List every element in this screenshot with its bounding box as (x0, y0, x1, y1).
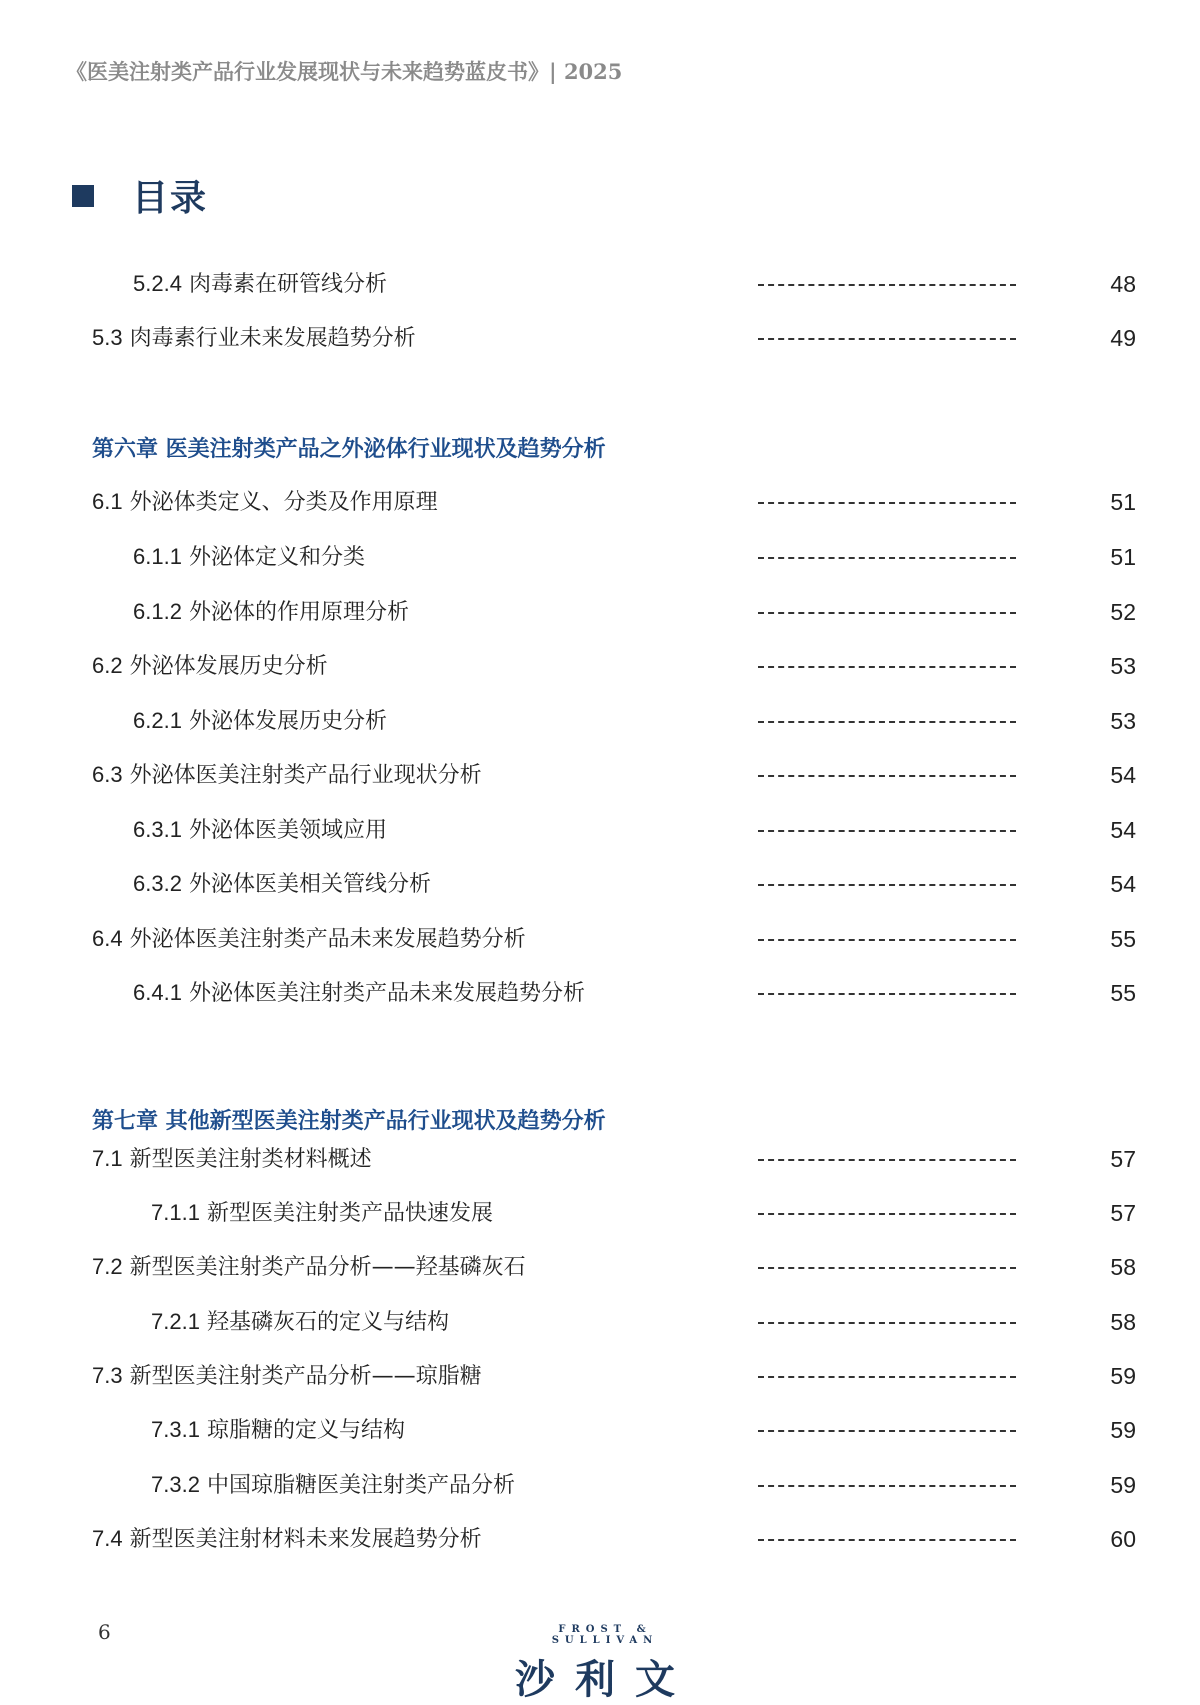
toc-entry-label: 6.1 外泌体类定义、分类及作用原理 (92, 489, 438, 515)
toc-entry[interactable] (0, 701, 1200, 741)
toc-entry-label: 5.2.4 肉毒素在研管线分析 (133, 271, 387, 297)
toc-leader-dots (758, 830, 1016, 832)
toc-page-number: 58 (1110, 1254, 1136, 1280)
toc-entry[interactable] (0, 646, 1200, 686)
toc-leader-dots (758, 775, 1016, 777)
toc-entry[interactable] (0, 1302, 1200, 1342)
toc-entry-label: 6.2 外泌体发展历史分析 (92, 653, 328, 679)
toc-page-number: 48 (1110, 271, 1136, 297)
heading-square-icon (72, 185, 94, 207)
toc-page-number: 51 (1110, 489, 1136, 515)
toc-entry-label: 7.3 新型医美注射类产品分析——琼脂糖 (92, 1363, 482, 1389)
toc-entry[interactable] (0, 1519, 1200, 1559)
toc-entry-label: 6.1.1 外泌体定义和分类 (133, 544, 365, 570)
document-header: 《医美注射类产品行业发展现状与未来趋势蓝皮书》| 2025 (66, 59, 623, 84)
toc-page-number: 54 (1110, 871, 1136, 897)
toc-leader-dots (758, 284, 1016, 286)
toc-leader-dots (758, 884, 1016, 886)
toc-entry[interactable] (0, 318, 1200, 358)
toc-page-number: 53 (1110, 708, 1136, 734)
toc-entry[interactable] (0, 810, 1200, 850)
frost-sullivan-logo (505, 1624, 705, 1705)
page-number: 6 (98, 1620, 111, 1644)
toc-page-number: 54 (1110, 817, 1136, 843)
toc-heading (72, 170, 208, 221)
logo-chinese-text: 沙利文 (515, 1657, 695, 1703)
toc-entry-label: 5.3 肉毒素行业未来发展趋势分析 (92, 325, 416, 351)
toc-leader-dots (758, 666, 1016, 668)
toc-entry[interactable] (0, 919, 1200, 959)
toc-entry[interactable] (0, 482, 1200, 522)
toc-entry-label: 6.3.2 外泌体医美相关管线分析 (133, 871, 431, 897)
toc-leader-dots (758, 1322, 1016, 1324)
toc-leader-dots (758, 1267, 1016, 1269)
toc-entry[interactable] (0, 1356, 1200, 1396)
toc-leader-dots (758, 1485, 1016, 1487)
toc-leader-dots (758, 1430, 1016, 1432)
logo-english-text: FROST & SULLIVAN (551, 1624, 659, 1646)
toc-entry-label: 6.3.1 外泌体医美领域应用 (133, 817, 387, 843)
toc-entry[interactable] (0, 1465, 1200, 1505)
toc-entry[interactable] (0, 264, 1200, 304)
toc-page-number: 49 (1110, 325, 1136, 351)
toc-entry-label: 7.1.1 新型医美注射类产品快速发展 (151, 1200, 493, 1226)
toc-leader-dots (758, 993, 1016, 995)
toc-leader-dots (758, 1213, 1016, 1215)
toc-entry[interactable] (0, 592, 1200, 632)
chapter-heading[interactable]: 第七章 其他新型医美注射类产品行业现状及趋势分析 (92, 1108, 606, 1134)
toc-entry[interactable] (0, 537, 1200, 577)
toc-entry[interactable] (0, 1410, 1200, 1450)
toc-leader-dots (758, 338, 1016, 340)
chapter-heading[interactable]: 第六章 医美注射类产品之外泌体行业现状及趋势分析 (92, 436, 606, 462)
toc-entry-label: 7.2.1 羟基磷灰石的定义与结构 (151, 1309, 449, 1335)
toc-entry[interactable] (0, 864, 1200, 904)
toc-leader-dots (758, 1376, 1016, 1378)
toc-entry[interactable] (0, 973, 1200, 1013)
toc-leader-dots (758, 721, 1016, 723)
toc-leader-dots (758, 502, 1016, 504)
toc-page-number: 59 (1110, 1417, 1136, 1443)
toc-leader-dots (758, 939, 1016, 941)
toc-title: 目录 (132, 178, 209, 219)
toc-page-number: 59 (1110, 1472, 1136, 1498)
toc-entry-label: 7.2 新型医美注射类产品分析——羟基磷灰石 (92, 1254, 526, 1280)
toc-entry[interactable] (0, 1247, 1200, 1287)
toc-entry-label: 7.1 新型医美注射类材料概述 (92, 1146, 372, 1172)
toc-page-number: 57 (1110, 1146, 1136, 1172)
toc-entry[interactable] (0, 1139, 1200, 1179)
toc-page-number: 52 (1110, 599, 1136, 625)
toc-entry-label: 6.4.1 外泌体医美注射类产品未来发展趋势分析 (133, 980, 585, 1006)
toc-entry-label: 7.3.2 中国琼脂糖医美注射类产品分析 (151, 1472, 515, 1498)
toc-entry-label: 7.4 新型医美注射材料未来发展趋势分析 (92, 1526, 482, 1552)
toc-entry-label: 6.2.1 外泌体发展历史分析 (133, 708, 387, 734)
toc-leader-dots (758, 1159, 1016, 1161)
toc-page-number: 53 (1110, 653, 1136, 679)
toc-entry-label: 6.4 外泌体医美注射类产品未来发展趋势分析 (92, 926, 526, 952)
toc-entry-label: 6.3 外泌体医美注射类产品行业现状分析 (92, 762, 482, 788)
toc-entry[interactable] (0, 755, 1200, 795)
toc-page-number: 58 (1110, 1309, 1136, 1335)
toc-page-number: 57 (1110, 1200, 1136, 1226)
toc-leader-dots (758, 557, 1016, 559)
toc-page-number: 59 (1110, 1363, 1136, 1389)
toc-page-number: 54 (1110, 762, 1136, 788)
toc-leader-dots (758, 1539, 1016, 1541)
toc-entry[interactable] (0, 1193, 1200, 1233)
toc-entry-label: 6.1.2 外泌体的作用原理分析 (133, 599, 409, 625)
toc-page-number: 55 (1110, 926, 1136, 952)
toc-leader-dots (758, 612, 1016, 614)
toc-page-number: 51 (1110, 544, 1136, 570)
toc-page-number: 60 (1110, 1526, 1136, 1552)
toc-page-number: 55 (1110, 980, 1136, 1006)
toc-entry-label: 7.3.1 琼脂糖的定义与结构 (151, 1417, 405, 1443)
